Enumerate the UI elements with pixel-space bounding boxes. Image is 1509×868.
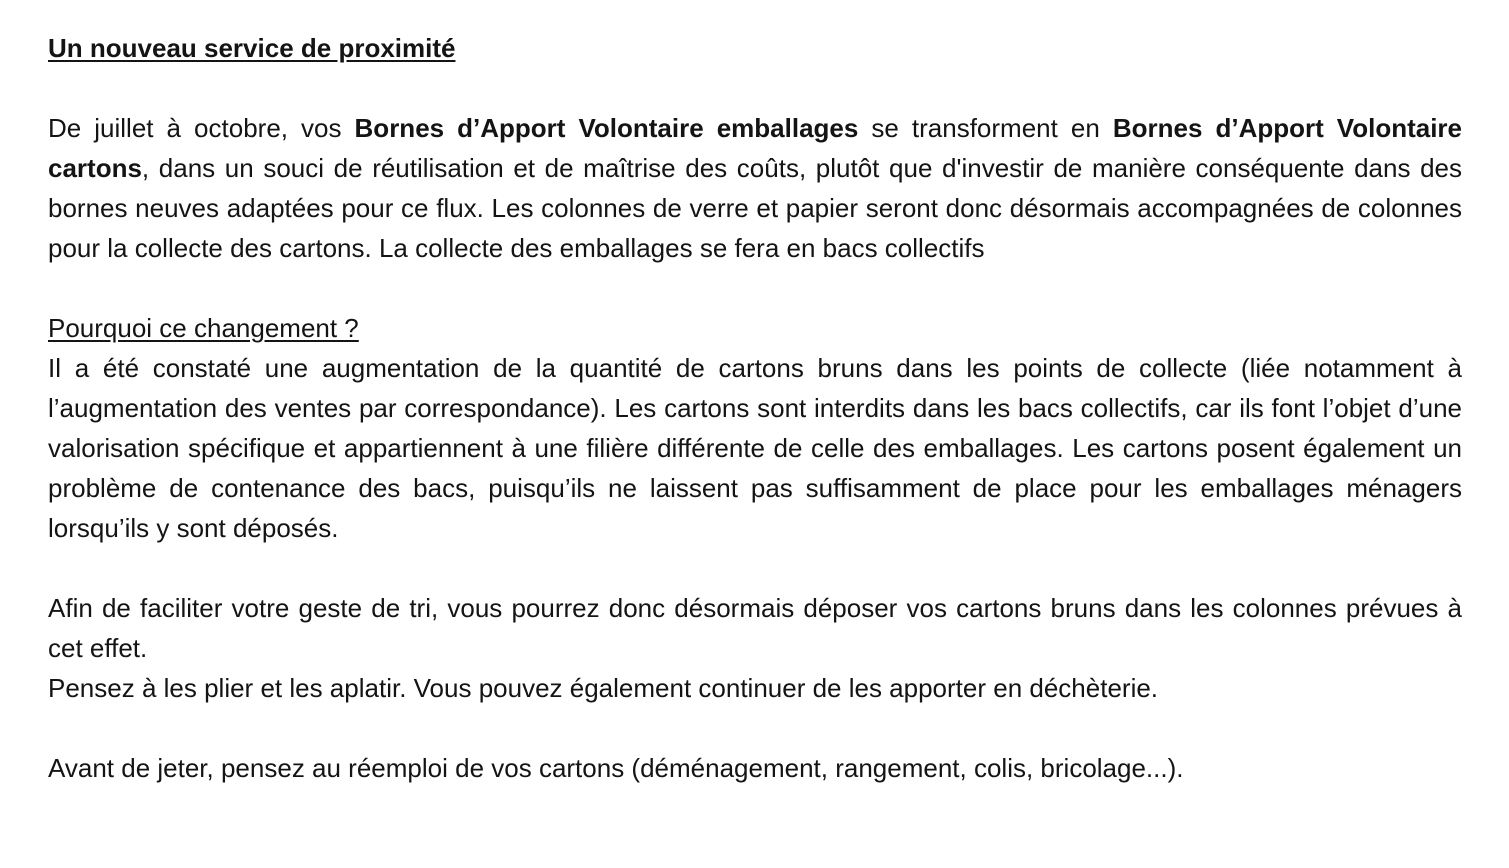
- paragraph-text: se transforment en: [858, 113, 1113, 143]
- bold-text: Bornes d’Apport Volontaire emballages: [354, 113, 859, 143]
- bold-text: Bornes d’Apport Volontaire cartons: [48, 113, 1462, 183]
- paragraph-text: De juillet à octobre, vos: [48, 113, 355, 143]
- paragraph-folding-tip: Pensez à les plier et les aplatir. Vous pouvez également continuer de les apporter en déchèterie.: [48, 673, 1159, 703]
- paragraph-text: , dans un souci de réutilisation et de maîtrise des coûts, plutôt que d'investir de manière conséquente dans des bornes neuves adaptées pour ce flux. Les colonnes de verre et papier seront donc désormais accompagnées de colonnes pour la collecte des cartons. La collecte des emballages se fera en bacs collectifs: [48, 153, 1462, 263]
- spacer: [48, 708, 1462, 748]
- section-title-text: Pourquoi ce changement ?: [48, 313, 359, 343]
- spacer: [48, 68, 1462, 108]
- section-title-new-service: [48, 28, 1462, 68]
- paragraph-sorting-instructions: Afin de faciliter votre geste de tri, vous pourrez donc désormais déposer vos cartons bruns dans les colonnes prévues à cet effet.: [48, 593, 1462, 663]
- paragraph-intro: [48, 108, 1462, 268]
- spacer: [48, 548, 1462, 588]
- section-title-why-change: [48, 308, 1462, 348]
- paragraph-explanation: Il a été constaté une augmentation de la quantité de cartons bruns dans les points de collecte (liée notamment à l’augmentation des ventes par correspondance). Les cartons sont interdits dans les bacs collectifs, car ils font l’objet d’une valorisation spécifique et appartiennent à une filière différente de celle des emballages. Les cartons posent également un problème de contenance des bacs, puisqu’ils ne laissent pas suffisamment de place pour les emballages ménagers lorsqu’ils y sont déposés.: [48, 353, 1462, 543]
- section-title-text: Un nouveau service de proximité: [48, 33, 456, 63]
- paragraph-reuse-tip: Avant de jeter, pensez au réemploi de vos cartons (déménagement, rangement, colis, bricolage...).: [48, 753, 1184, 783]
- spacer: [48, 268, 1462, 308]
